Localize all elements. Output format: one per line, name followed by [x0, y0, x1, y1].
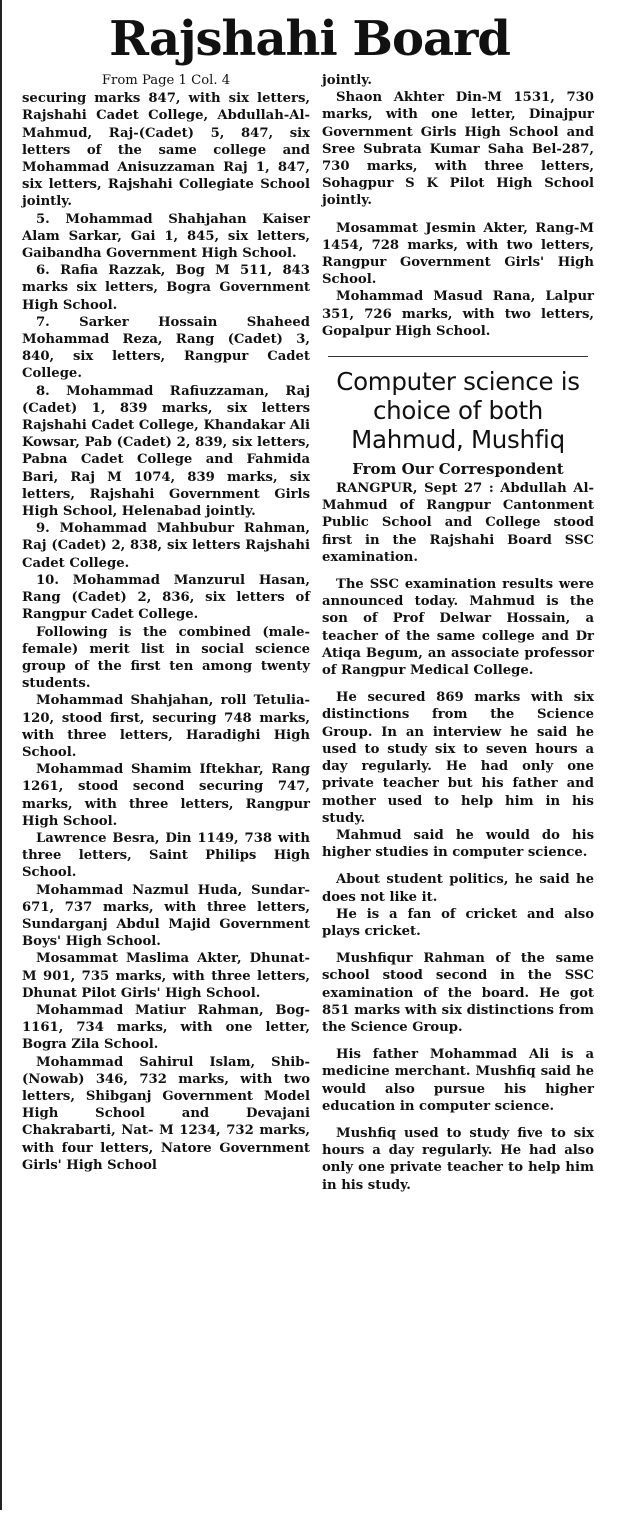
paragraph: Lawrence Besra, Din 1149, 738 with three letters, Saint Philips High School. [22, 830, 310, 881]
page-headline: Rajshahi Board [109, 11, 510, 67]
paragraph: Mosammat Jesmin Akter, Rang-M 1454, 728 marks, with two letters, Rangpur Government Girls' High School. [322, 220, 594, 288]
article-paragraph: About student politics, he said he does not like it. [322, 872, 594, 905]
article-byline: From Our Correspondent [352, 460, 564, 479]
article-headline: Computer science is choice of both Mahmud, Mushfiq [336, 367, 580, 455]
paragraph: Mohammad Sahirul Islam, Shib- (Nowab) 346, 732 marks, with two letters, Shibganj Government Model High School and Devajani Chakrabarti, Nat- M 1234, 732 marks, with four letters, Natore Government Girls' High School [22, 1054, 310, 1173]
left-column [22, 72, 310, 1174]
article-paragraph: Mahmud said he would do his higher studies in computer science. [322, 827, 594, 861]
section-divider [328, 356, 588, 357]
article-paragraph: His father Mohammad Ali is a medicine merchant. Mushfiq said he would also pursue his higher education in computer science. [322, 1047, 594, 1114]
article-paragraph: Mushfiq used to study five to six hours a day regularly. He had also only one private teacher to help him in his study. [322, 1125, 594, 1193]
article-paragraph: He secured 869 marks with six distinctions from the Science Group. In an interview he said he used to study six to seven hours a day regularly. He had only one private teacher but his father and mother used to help him in his study. [322, 690, 594, 826]
paragraph: Following is the combined (male-female) merit list in social science group of the first ten among twenty students. [22, 624, 310, 692]
paragraph: Shaon Akhter Din-M 1531, 730 marks, with one letter, Dinajpur Government Girls High School and Sree Subrata Kumar Saha Bel-287, 730 marks, with three letters, Sohagpur S K Pilot High School jointly. [322, 90, 594, 209]
article-paragraph: The SSC examination results were announced today. Mahmud is the son of Prof Delwar Hossain, a teacher of the same college and Dr Atiqa Begum, an associate professor of Rangpur Medical College. [322, 577, 594, 679]
right-column [322, 72, 594, 1194]
paragraph: Mohammad Matiur Rahman, Bog-1161, 734 marks, with one letter, Bogra Zila School. [22, 1002, 310, 1053]
paragraph: Mohammad Shamim Iftekhar, Rang 1261, stood second securing 747, marks, with three letters, Rangpur High School. [22, 762, 310, 829]
paragraph: 6. Rafia Razzak, Bog M 511, 843 marks six letters, Bogra Government High School. [22, 263, 310, 313]
paragraph: 8. Mohammad Rafiuzzaman, Raj (Cadet) 1, 839 marks, six letters Rajshahi Cadet College, Khandakar Ali Kowsar, Pab (Cadet) 2, 839, six letters, Pabna Cadet College and Fahmida Bari, Raj M 1074, 839 marks, six letters, Rajshahi Government Girls High School, Helenabad jointly. [22, 383, 310, 520]
continuation-text: jointly. [322, 73, 373, 88]
paragraph: 10. Mohammad Manzurul Hasan, Rang (Cadet) 2, 836, six letters of Rangpur Cadet College. [22, 572, 310, 623]
paragraph: Mohammad Nazmul Huda, Sundar- 671, 737 marks, with three letters, Sundarganj Abdul Majid Government Boys' High School. [22, 882, 310, 950]
paragraph: Mohammad Masud Rana, Lalpur 351, 726 marks, with two letters, Gopalpur High School. [322, 289, 594, 339]
paragraph: 7. Sarker Hossain Shaheed Mohammad Reza, Rang (Cadet) 3, 840, six letters, Rangpur Cadet College. [22, 314, 310, 382]
article-paragraph: Mushfiqur Rahman of the same school stood second in the SSC examination of the board. He got 851 marks with six distinctions from the Science Group. [322, 951, 594, 1035]
column-rule [0, 0, 2, 1510]
article-paragraph: RANGPUR, Sept 27 : Abdullah Al-Mahmud of Rangpur Cantonment Public School and College stood first in the Rajshahi Board SSC examination. [322, 481, 594, 565]
paragraph: 9. Mohammad Mahbubur Rahman, Raj (Cadet) 2, 838, six letters Rajshahi Cadet College. [22, 521, 310, 571]
article-paragraph: He is a fan of cricket and also plays cricket. [322, 906, 594, 939]
paragraph: securing marks 847, with six letters, Rajshahi Cadet College, Abdullah-Al-Mahmud, Raj-(Cadet) 5, 847, six letters of the same college and Mohammad Anisuzzaman Raj 1, 847, six letters, Rajshahi Collegiate School jointly. [22, 91, 310, 210]
paragraph: 5. Mohammad Shahjahan Kaiser Alam Sarkar, Gai 1, 845, six letters, Gaibandha Government High School. [22, 211, 310, 262]
paragraph: Mosammat Maslima Akter, Dhunat-M 901, 735 marks, with three letters, Dhunat Pilot Girls' High School. [22, 951, 310, 1001]
paragraph: Mohammad Shahjahan, roll Tetulia- 120, stood first, securing 748 marks, with three letters, Haradighi High School. [22, 693, 310, 760]
from-page-note: From Page 1 Col. 4 [101, 73, 231, 88]
